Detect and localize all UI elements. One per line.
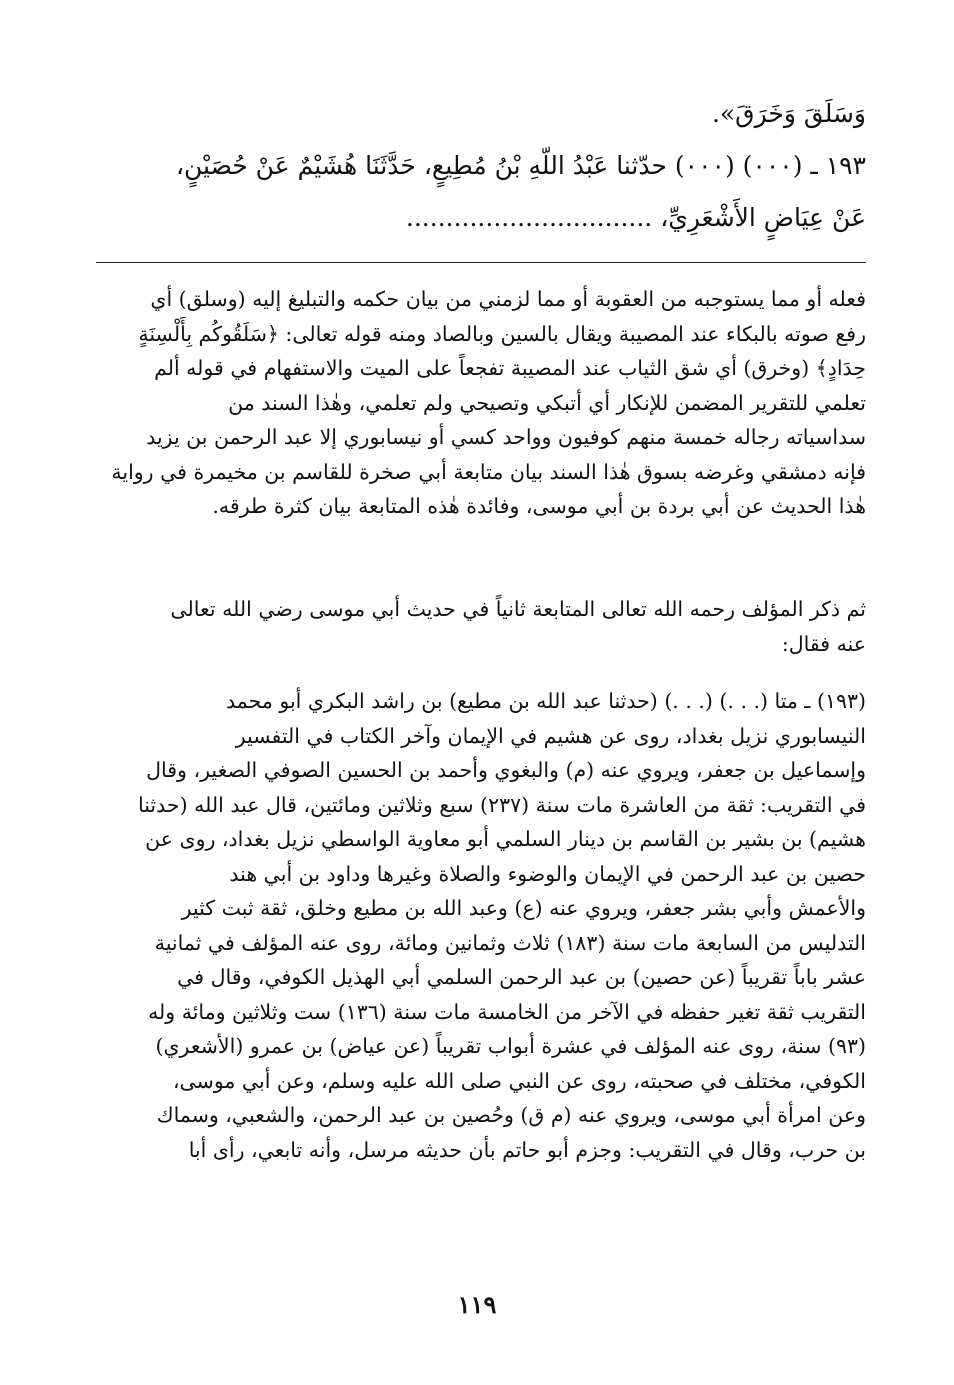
commentary-3-line-2: النيسابوري نزيل بغداد، روى عن هشيم في الإيمان وآخر الكتاب في التفسير: [235, 723, 866, 748]
commentary-1-line-5: سداسياته رجاله خمسة منهم كوفيون وواحد كسي أو نيسابوري إلا عبد الرحمن بن يزيد: [146, 425, 866, 449]
commentary-1-line-1: فعله أو مما يستوجبه من العقوبة أو مما لزمني من بيان حكمه والتبليغ إليه (وسلق) أي: [150, 287, 866, 311]
commentary-3-line-5: هشيم) بن بشير بن القاسم بن دينار السلمي أبو معاوية الواسطي نزيل بغداد، روى عن: [145, 827, 866, 851]
hadith-line-1: وَسَلَقَ وَخَرَقَ».: [711, 99, 866, 128]
commentary-3-line-9: عشر باباً تقريباً (عن حصين) بن عبد الرحمن السلمي أبي الهذيل الكوفي، وقال في: [177, 965, 866, 989]
commentary-3-line-8: التدليس من السابعة مات سنة (١٨٣) ثلاث وثمانين ومائة، روى عنه المؤلف في ثمانية: [154, 930, 866, 955]
commentary-3-line-12: الكوفي، مختلف في صحبته، روى عن النبي صلى الله عليه وسلم، وعن أبي موسى،: [172, 1068, 866, 1093]
commentary-1-line-2: رفع صوته بالبكاء عند المصيبة ويقال بالسين وبالصاد ومنه قوله تعالى: ﴿سَلَقُوكُم بِأَلْسِنَةٍ: [138, 321, 866, 346]
commentary-3-line-13: وعن امرأة أبي موسى، ويروي عنه (م ق) وحُصين بن عبد الرحمن، والشعبي، وسماك: [156, 1103, 866, 1127]
commentary-1-line-4: تعلمي للتقرير المضمن للإنكار أي أتبكي وتصيحي ولم تعلمي، وهٰذا السند من: [228, 390, 866, 415]
commentary-1-line-3: حِدَادٍ﴾ (وخرق) أي شق الثياب عند المصيبة تفجعاً على الميت والاستفهام في قوله ألم: [154, 356, 866, 380]
commentary-3-line-3: وإسماعيل بن جعفر، ويروي عنه (م) والبغوي وأحمد بن الحسين الصوفي الصغير، وقال: [146, 758, 866, 782]
commentary-3-line-7: والأعمش وأبي بشر جعفر، ويروي عنه (ع) وعبد الله بن مطيع وخلق، ثقة ثبت كثير: [181, 896, 866, 920]
commentary-3-line-1: (١٩٣) ـ متا (. . .) (. . .) (حدثنا عبد الله بن مطيع) بن راشد البكري أبو محمد: [226, 689, 866, 713]
footnote-divider: [96, 262, 866, 263]
hadith-line-3: عَنْ عِيَاضٍ الأَشْعَرِيِّ، ...............................: [405, 203, 866, 232]
commentary-2-line-1: ثم ذكر المؤلف رحمه الله تعالى المتابعة ثانياً في حديث أبي موسى رضي الله تعالى: [170, 597, 866, 621]
commentary-3-line-4: في التقريب: ثقة من العاشرة مات سنة (٢٣٧) سبع وثلاثين ومائتين، قال عبد الله (حدثنا: [138, 792, 866, 817]
commentary-paragraph-1: [96, 282, 866, 524]
commentary-3-line-10: التقريب ثقة تغير حفظه في الآخر من الخامسة مات سنة (١٣٦) ست وثلاثين ومائة وله: [148, 999, 866, 1024]
commentary-1-line-6: فإنه دمشقي وغرضه بسوق هٰذا السند بيان متابعة أبي صخرة للقاسم بن مخيمرة في رواية: [111, 459, 866, 484]
hadith-line-2: ١٩٣ ـ (٠٠٠) (٠٠٠) حدّثنا عَبْدُ اللّهِ بْنُ مُطِيعٍ، حَدَّثَنَا هُشَيْمٌ عَنْ حُصَيْنٍ،: [175, 151, 866, 180]
commentary-3-line-6: حصين بن عبد الرحمن في الإيمان والوضوء والصلاة وغيرها وداود بن أبي هند: [229, 861, 866, 886]
commentary-paragraph-2: [96, 592, 866, 661]
commentary-3-line-14: بن حرب، وقال في التقريب: وجزم أبو حاتم بأن حديثه مرسل، وأنه تابعي، رأى أبا: [188, 1137, 866, 1162]
commentary-3-line-11: (٩٣) سنة، روى عنه المؤلف في عشرة أبواب تقريباً (عن عياض) بن عمرو (الأشعري): [155, 1034, 866, 1058]
hadith-text: [96, 88, 866, 244]
commentary-2-line-2: عنه فقال:: [781, 631, 866, 656]
commentary-1-line-7: هٰذا الحديث عن أبي بردة بن أبي موسى، وفائدة هٰذه المتابعة بيان كثرة طرقه.: [212, 494, 866, 518]
page-number: ١١٩: [457, 1290, 497, 1319]
commentary-paragraph-3: [96, 684, 866, 1167]
